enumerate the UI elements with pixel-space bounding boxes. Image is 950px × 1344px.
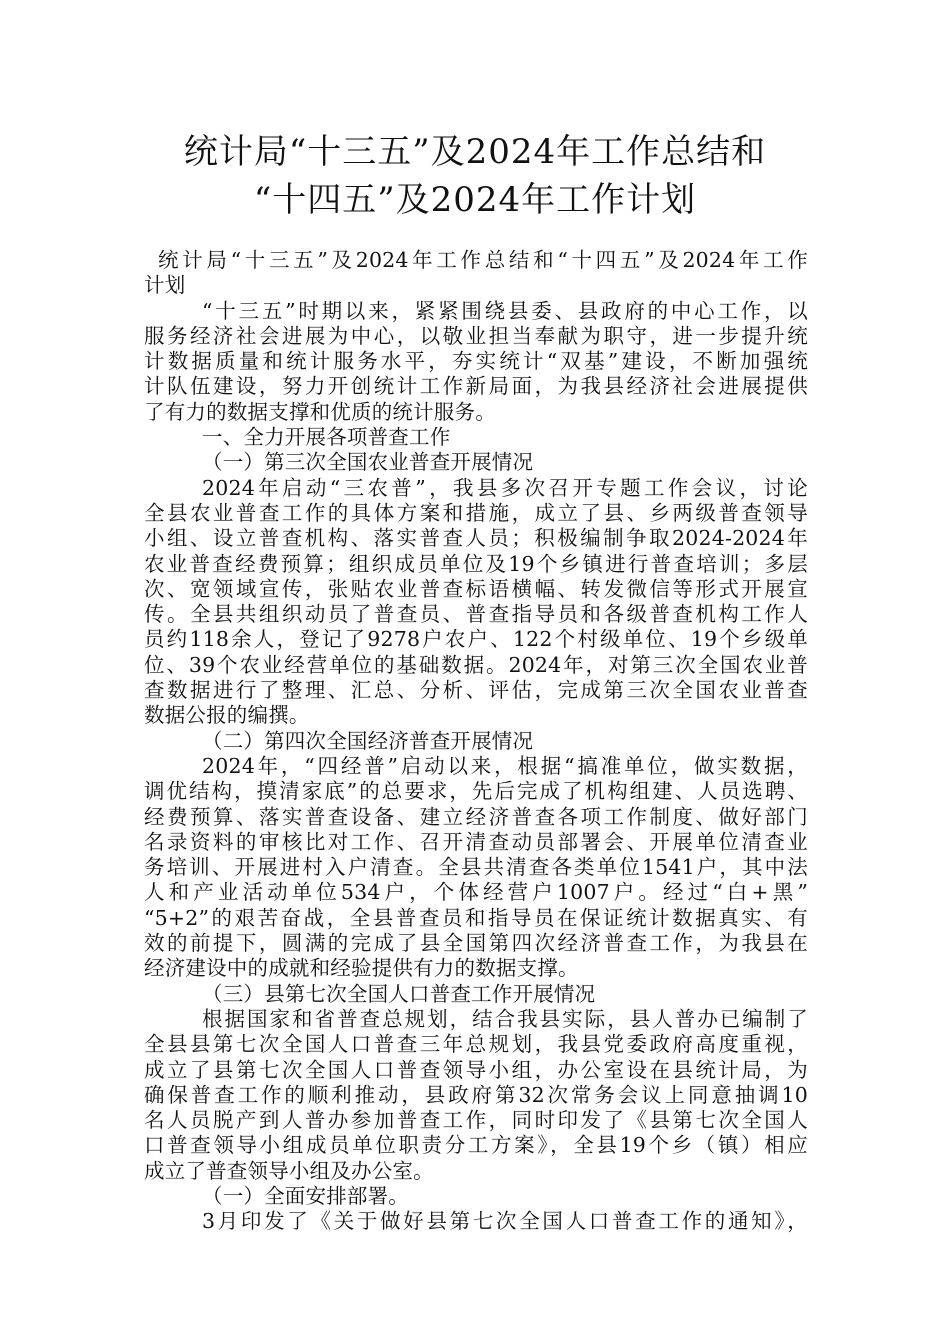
body-line: 名录资料的审核比对工作、召开清查动员部署会、开展单位清查业 [144, 829, 808, 854]
body-line: 口普查领导小组成员单位职责分工方案》，全县19个乡（镇）相应 [144, 1133, 808, 1158]
body-line: 统计局“十三五”及2024年工作总结和“十四五”及2024年工作 [158, 248, 808, 272]
document-title-line-1: 统计局“十三五”及2024年工作总结和 [183, 132, 767, 172]
subsection-heading: （一）全面安排部署。 [202, 1183, 409, 1208]
body-line: 了有力的数据支撑和优质的统计服务。 [144, 399, 496, 424]
body-line: 服务经济社会进展为中心，以敬业担当奉献为职守，进一步提升统 [144, 323, 808, 348]
body-line: 位、39个农业经营单位的基础数据。2024年，对第三次全国农业普 [144, 652, 808, 677]
body-line: 务培训、开展进村入户清查。全县共清查各类单位1541户，其中法 [144, 855, 808, 880]
body-line: 数据公报的编撰。 [144, 703, 310, 728]
body-line: 农业普查经费预算；组织成员单位及19个乡镇进行普查培训；多层 [144, 551, 808, 576]
body-line: 经济建设中的成就和经验提供有力的数据支撑。 [144, 956, 579, 981]
body-line: 传。全县共组织动员了普查员、普查指导员和各级普查机构工作人 [144, 602, 808, 627]
body-line: 2024年，“四经普”启动以来，根据“搞准单位，做实数据， [202, 753, 808, 778]
subsection-heading: （二）第四次全国经济普查开展情况 [202, 728, 534, 753]
body-line: 成立了普查领导小组及办公室。 [144, 1158, 434, 1183]
body-line: 经费预算、落实普查设备、建立经济普查各项工作制度、做好部门 [144, 804, 808, 829]
body-line: 调优结构，摸清家底”的总要求，先后完成了机构组建、人员选聘、 [144, 779, 808, 804]
body-line: 员约118余人，登记了9278户农户、122个村级单位、19个乡级单 [144, 627, 808, 652]
body-line: 查数据进行了整理、汇总、分析、评估，完成第三次全国农业普查 [144, 678, 808, 703]
body-line: 次、宽领域宣传，张贴农业普查标语横幅、转发微信等形式开展宣 [144, 576, 808, 601]
body-line: “5+2”的艰苦奋战，全县普查员和指导员在保证统计数据真实、有 [144, 905, 808, 930]
body-line: 2024年启动“三农普”，我县多次召开专题工作会议，讨论 [202, 475, 808, 500]
document-title-line-2: “十四五”及2024年工作计划 [253, 180, 697, 220]
body-line: 名人员脱产到人普办参加普查工作，同时印发了《县第七次全国人 [144, 1108, 808, 1133]
body-line: 小组、设立普查机构、落实普查人员；积极编制争取2024-2024年 [144, 526, 808, 551]
body-line: 根据国家和省普查总规划，结合我县实际，县人普办已编制了 [202, 1006, 808, 1031]
body-line: “十三五”时期以来，紧紧围绕县委、县政府的中心工作，以 [202, 298, 808, 323]
document-body [144, 248, 808, 1235]
body-line: 确保普查工作的顺利推动，县政府第32次常务会议上同意抽调10 [144, 1082, 808, 1107]
body-line: 计划 [144, 273, 186, 298]
body-line: 人和产业活动单位534户，个体经营户1007户。经过“白+黑” [144, 880, 808, 905]
section-heading: 一、全力开展各项普查工作 [202, 425, 451, 450]
body-line: 全县县第七次全国人口普查三年总规划，我县党委政府高度重视， [144, 1032, 808, 1057]
subsection-heading: （一）第三次全国农业普查开展情况 [202, 450, 534, 475]
body-line: 3月印发了《关于做好县第七次全国人口普查工作的通知》， [202, 1209, 808, 1234]
subsection-heading: （三）县第七次全国人口普查工作开展情况 [202, 981, 596, 1006]
body-line: 效的前提下，圆满的完成了县全国第四次经济普查工作，为我县在 [144, 931, 808, 956]
body-line: 计数据质量和统计服务水平，夯实统计“双基”建设，不断加强统 [144, 349, 808, 374]
body-line: 成立了县第七次全国人口普查领导小组，办公室设在县统计局，为 [144, 1057, 808, 1082]
body-line: 全县农业普查工作的具体方案和措施，成立了县、乡两级普查领导 [144, 500, 808, 525]
body-line: 计队伍建设，努力开创统计工作新局面，为我县经济社会进展提供 [144, 374, 808, 399]
